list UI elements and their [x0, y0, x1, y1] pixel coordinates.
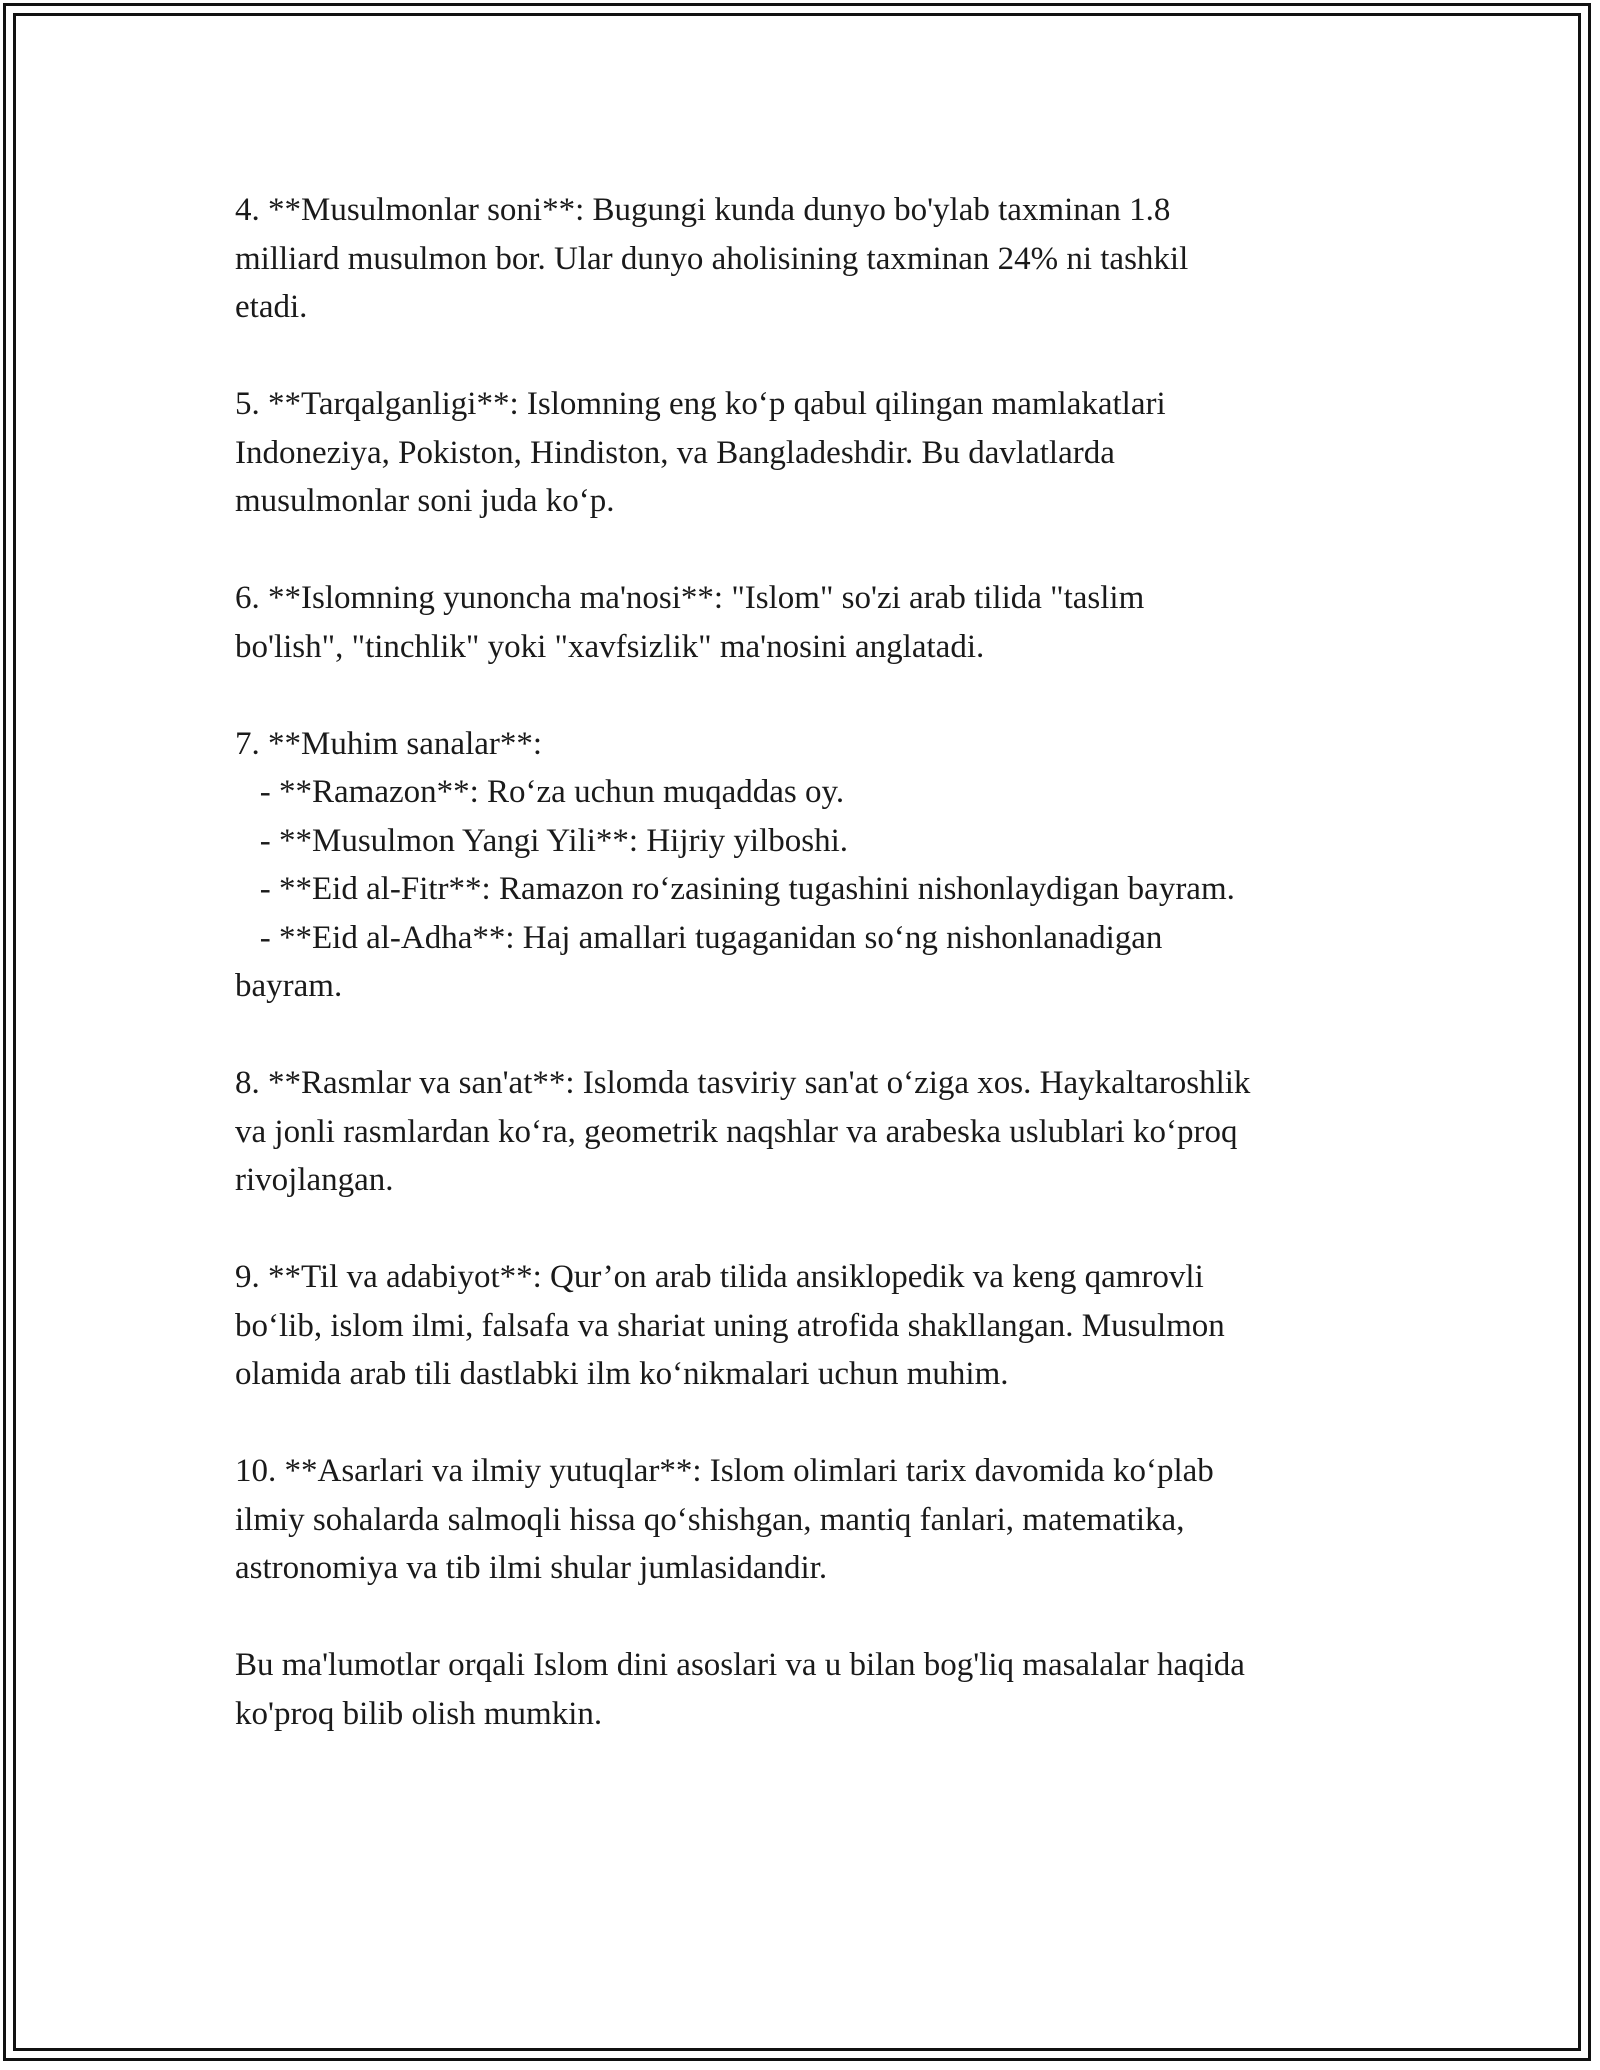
- text-line: astronomiya va tib ilmi shular jumlasidandir.: [235, 1550, 828, 1586]
- list-item: - **Ramazon**: Ro‘za uchun muqaddas oy.: [235, 774, 845, 810]
- text-line: Bu ma'lumotlar orqali Islom dini asoslari va u bilan bog'liq masalalar haqida: [235, 1647, 1245, 1683]
- text-line: Indoneziya, Pokiston, Hindiston, va Bangladeshdir. Bu davlatlarda: [235, 434, 1115, 471]
- text-line: 4. **Musulmonlar soni**: Bugungi kunda dunyo bo'ylab taxminan 1.8: [235, 192, 1171, 228]
- list-item: - **Musulmon Yangi Yili**: Hijriy yilboshi.: [235, 822, 849, 859]
- text-line: bo‘lib, islom ilmi, falsafa va shariat uning atrofida shakllangan. Musulmon: [235, 1307, 1225, 1344]
- text-line: rivojlangan.: [235, 1162, 394, 1198]
- text-line: milliard musulmon bor. Ular dunyo aholisining taxminan 24% ni tashkil: [235, 240, 1189, 277]
- text-line: ko'proq bilib olish mumkin.: [235, 1695, 603, 1732]
- text-line: 10. **Asarlari va ilmiy yutuqlar**: Islom olimlari tarix davomida ko‘plab: [235, 1453, 1214, 1489]
- text-line: bo'lish", "tinchlik" yoki "xavfsizlik" ma'nosini anglatadi.: [235, 628, 985, 665]
- document-body: [235, 186, 1385, 1787]
- text-line: 8. **Rasmlar va san'at**: Islomda tasviriy san'at o‘ziga xos. Haykaltaroshlik: [235, 1065, 1251, 1101]
- text-line: bayram.: [235, 968, 343, 1004]
- text-line: 6. **Islomning yunoncha ma'nosi**: "Islom" so'zi arab tilida "taslim: [235, 580, 1145, 616]
- paragraph-meaning: [235, 574, 1385, 671]
- text-line: 7. **Muhim sanalar**:: [235, 725, 543, 762]
- text-line: etadi.: [235, 289, 308, 325]
- text-line: 9. **Til va adabiyot**: Qur’on arab tilida ansiklopedik va keng qamrovli: [235, 1259, 1204, 1295]
- text-line: olamida arab tili dastlabki ilm ko‘nikmalari uchun muhim.: [235, 1356, 1009, 1392]
- text-line: ilmiy sohalarda salmoqli hissa qo‘shishgan, mantiq fanlari, matematika,: [235, 1501, 1185, 1538]
- paragraph-muslim-population: [235, 186, 1385, 332]
- text-line: 5. **Tarqalganligi**: Islomning eng ko‘p qabul qilingan mamlakatlari: [235, 386, 1166, 422]
- paragraph-achievements: [235, 1447, 1385, 1593]
- paragraph-important-dates: [235, 720, 1385, 1011]
- list-item: - **Eid al-Fitr**: Ramazon ro‘zasining tugashini nishonlaydigan bayram.: [235, 871, 1235, 907]
- paragraph-language-literature: [235, 1253, 1385, 1399]
- list-item: - **Eid al-Adha**: Haj amallari tugaganidan so‘ng nishonlanadigan: [235, 919, 1163, 956]
- paragraph-distribution: [235, 380, 1385, 526]
- text-line: musulmonlar soni juda ko‘p.: [235, 483, 615, 519]
- paragraph-art: [235, 1059, 1385, 1205]
- text-line: va jonli rasmlardan ko‘ra, geometrik naqshlar va arabeska uslublari ko‘proq: [235, 1113, 1238, 1150]
- paragraph-conclusion: [235, 1641, 1385, 1738]
